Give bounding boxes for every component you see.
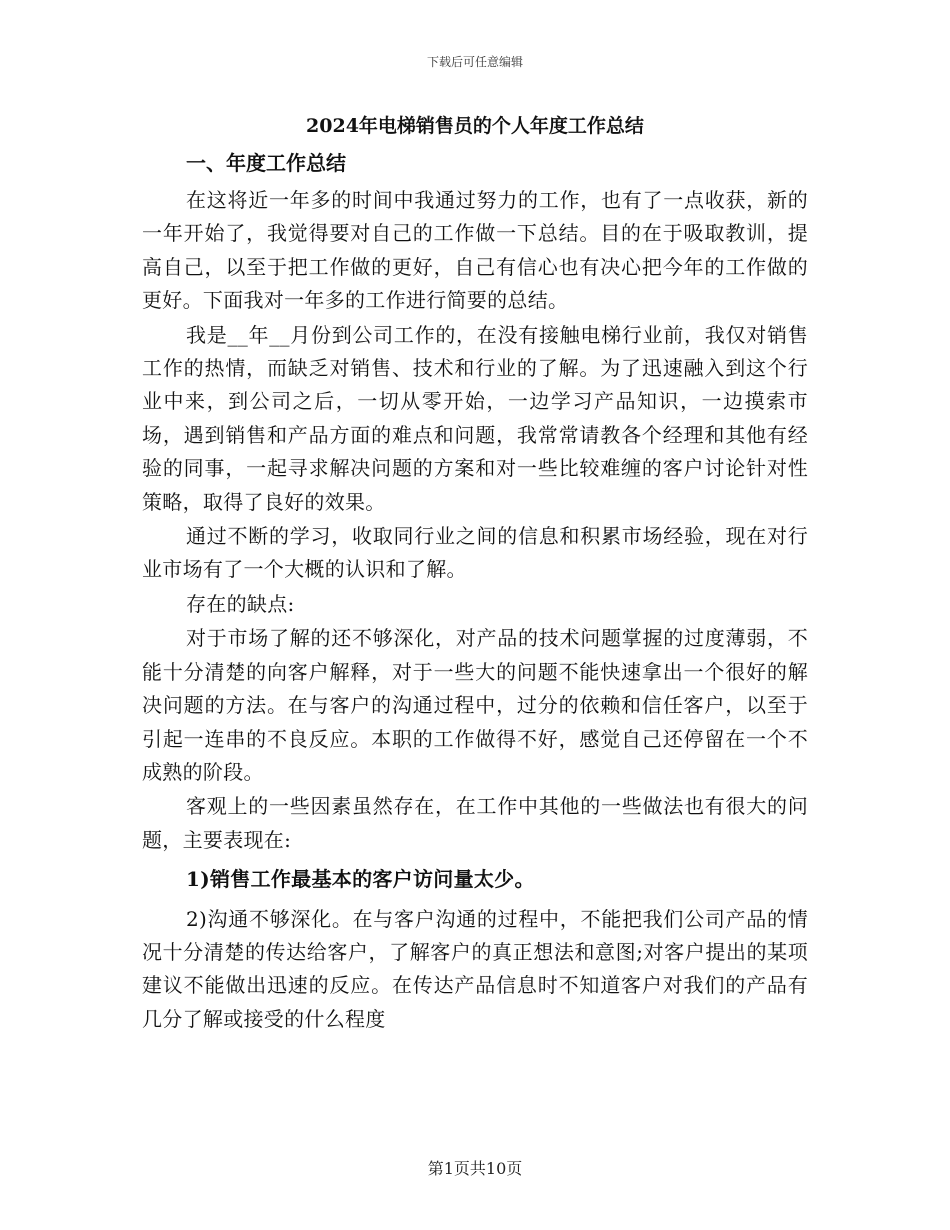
page-footer: 第1页共10页	[427, 1159, 523, 1178]
document-body	[142, 112, 808, 1037]
paragraph-problem-2: 2)沟通不够深化。在与客户沟通的过程中，不能把我们公司产品的情况十分清楚的传达给客户，了解客户的真正想法和意图;对客户提出的某项建议不能做出迅速的反应。在传达产品信息时不知道客户对我们的产品有几分了解或接受的什么程度	[142, 906, 808, 1031]
paragraph-intro: 在这将近一年多的时间中我通过努力的工作，也有了一点收获，新的一年开始了，我觉得要对自己的工作做一下总结。目的在于吸取教训，提高自己，以至于把工作做的更好，自己有信心也有决心把今年的工作做的更好。下面我对一年多的工作进行简要的总结。	[142, 188, 808, 313]
paragraph-shortcomings: 对于市场了解的还不够深化，对产品的技术问题掌握的过度薄弱，不能十分清楚的向客户解释，对于一些大的问题不能快速拿出一个很好的解决问题的方法。在与客户的沟通过程中，过分的依赖和信任客户，以至于引起一连串的不良反应。本职的工作做得不好，感觉自己还停留在一个不成熟的阶段。	[142, 626, 808, 784]
section-heading: 一、年度工作总结	[186, 151, 346, 175]
paragraph-problem-1: 1)销售工作最基本的客户访问量太少。	[186, 867, 535, 892]
paragraph-problems-intro: 客观上的一些因素虽然存在，在工作中其他的一些做法也有很大的问题，主要表现在:	[142, 794, 808, 852]
paragraph-shortcomings-label: 存在的缺点:	[186, 591, 295, 616]
document-title: 2024年电梯销售员的个人年度工作总结	[306, 115, 644, 137]
header-note: 下载后可任意编辑	[426, 55, 523, 69]
paragraph-background: 我是__年__月份到公司工作的，在没有接触电梯行业前，我仅对销售工作的热情，而缺乏对销售、技术和行业的了解。为了迅速融入到这个行业中来，到公司之后，一切从零开始，一边学习产品知识，一边摸索市场，遇到销售和产品方面的难点和问题，我常常请教各个经理和其他有经验的同事，一起寻求解决问题的方案和对一些比较难缠的客户讨论针对性策略，取得了良好的效果。	[142, 322, 808, 514]
paragraph-learning: 通过不断的学习，收取同行业之间的信息和积累市场经验，现在对行业市场有了一个大概的认识和了解。	[142, 524, 808, 582]
